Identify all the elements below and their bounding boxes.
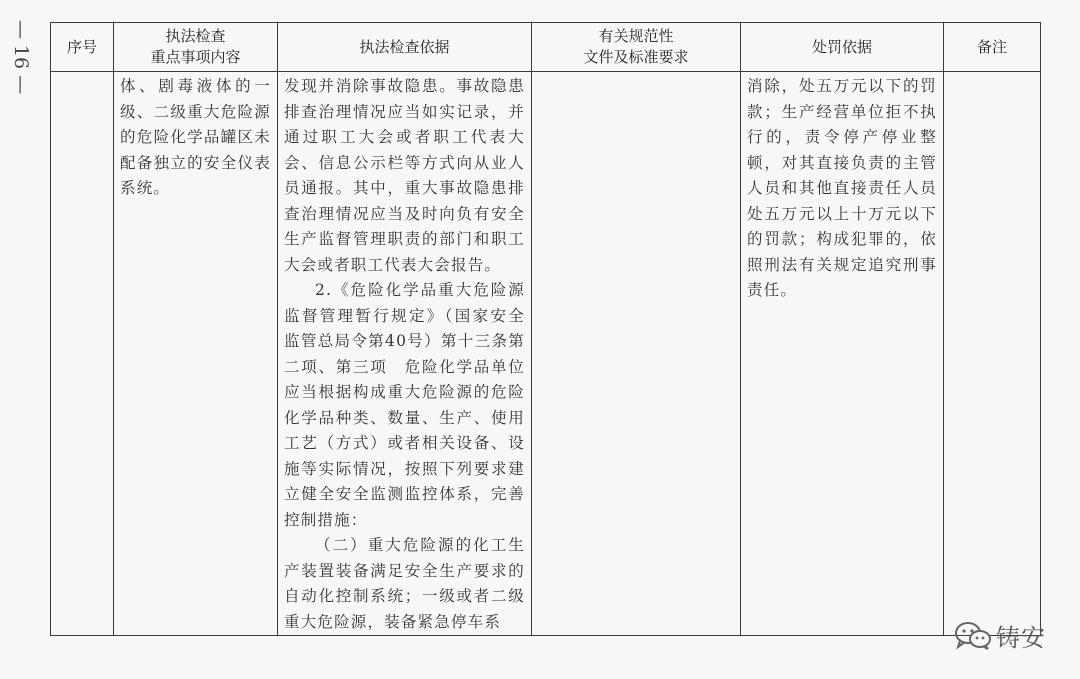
watermark	[954, 618, 1046, 653]
cell-standards	[532, 72, 741, 636]
header-basis: 执法检查依据	[278, 23, 532, 72]
basis-paragraph: 发现并消除事故隐患。事故隐患排查治理情况应当如实记录，并通过职工大会或者职工代表大会、信息公示栏等方式向从业人员通报。其中，重大事故隐患排查治理情况应当及时向负有安全生产监督管理职责的部门和职工大会或者职工代表大会报告。	[284, 77, 525, 274]
cell-index	[51, 72, 114, 636]
header-penalty: 处罚依据	[741, 23, 944, 72]
cell-penalty: 消除，处五万元以下的罚款；生产经营单位拒不执行的，责令停产停业整顿，对其直接负责的主管人员和其他直接责任人员处五万元以上十万元以下的罚款；构成犯罪的，依照刑法有关规定追究刑事责任。	[741, 72, 944, 636]
cell-remarks	[944, 72, 1041, 636]
table-row	[51, 72, 1041, 636]
table-header-row	[51, 23, 1041, 72]
wechat-icon	[954, 621, 992, 651]
inspection-table	[50, 22, 1041, 636]
basis-paragraph: （二）重大危险源的化工生产装置装备满足安全生产要求的自动化控制系统；一级或者二级重大危险源，装备紧急停车系	[284, 536, 525, 631]
cell-basis	[278, 72, 532, 636]
basis-paragraph: 2.《危险化学品重大危险源监督管理暂行规定》（国家安全监管总局令第40号）第十三条第二项、第三项 危险化学品单位应当根据构成重大危险源的危险化学品种类、数量、生产、使用工艺（方式）或者相关设备、设施等实际情况，按照下列要求建立健全安全监测监控体系，完善控制措施：	[284, 281, 525, 529]
watermark-text: 铸安	[996, 624, 1046, 652]
header-key-items: 执法检查 重点事项内容	[114, 23, 278, 72]
header-index: 序号	[51, 23, 114, 72]
page-number: — 16 —	[10, 19, 33, 95]
cell-key-items: 体、剧毒液体的一级、二级重大危险源的危险化学品罐区未配备独立的安全仪表系统。	[114, 72, 278, 636]
header-remarks: 备注	[944, 23, 1041, 72]
header-standards: 有关规范性 文件及标准要求	[532, 23, 741, 72]
